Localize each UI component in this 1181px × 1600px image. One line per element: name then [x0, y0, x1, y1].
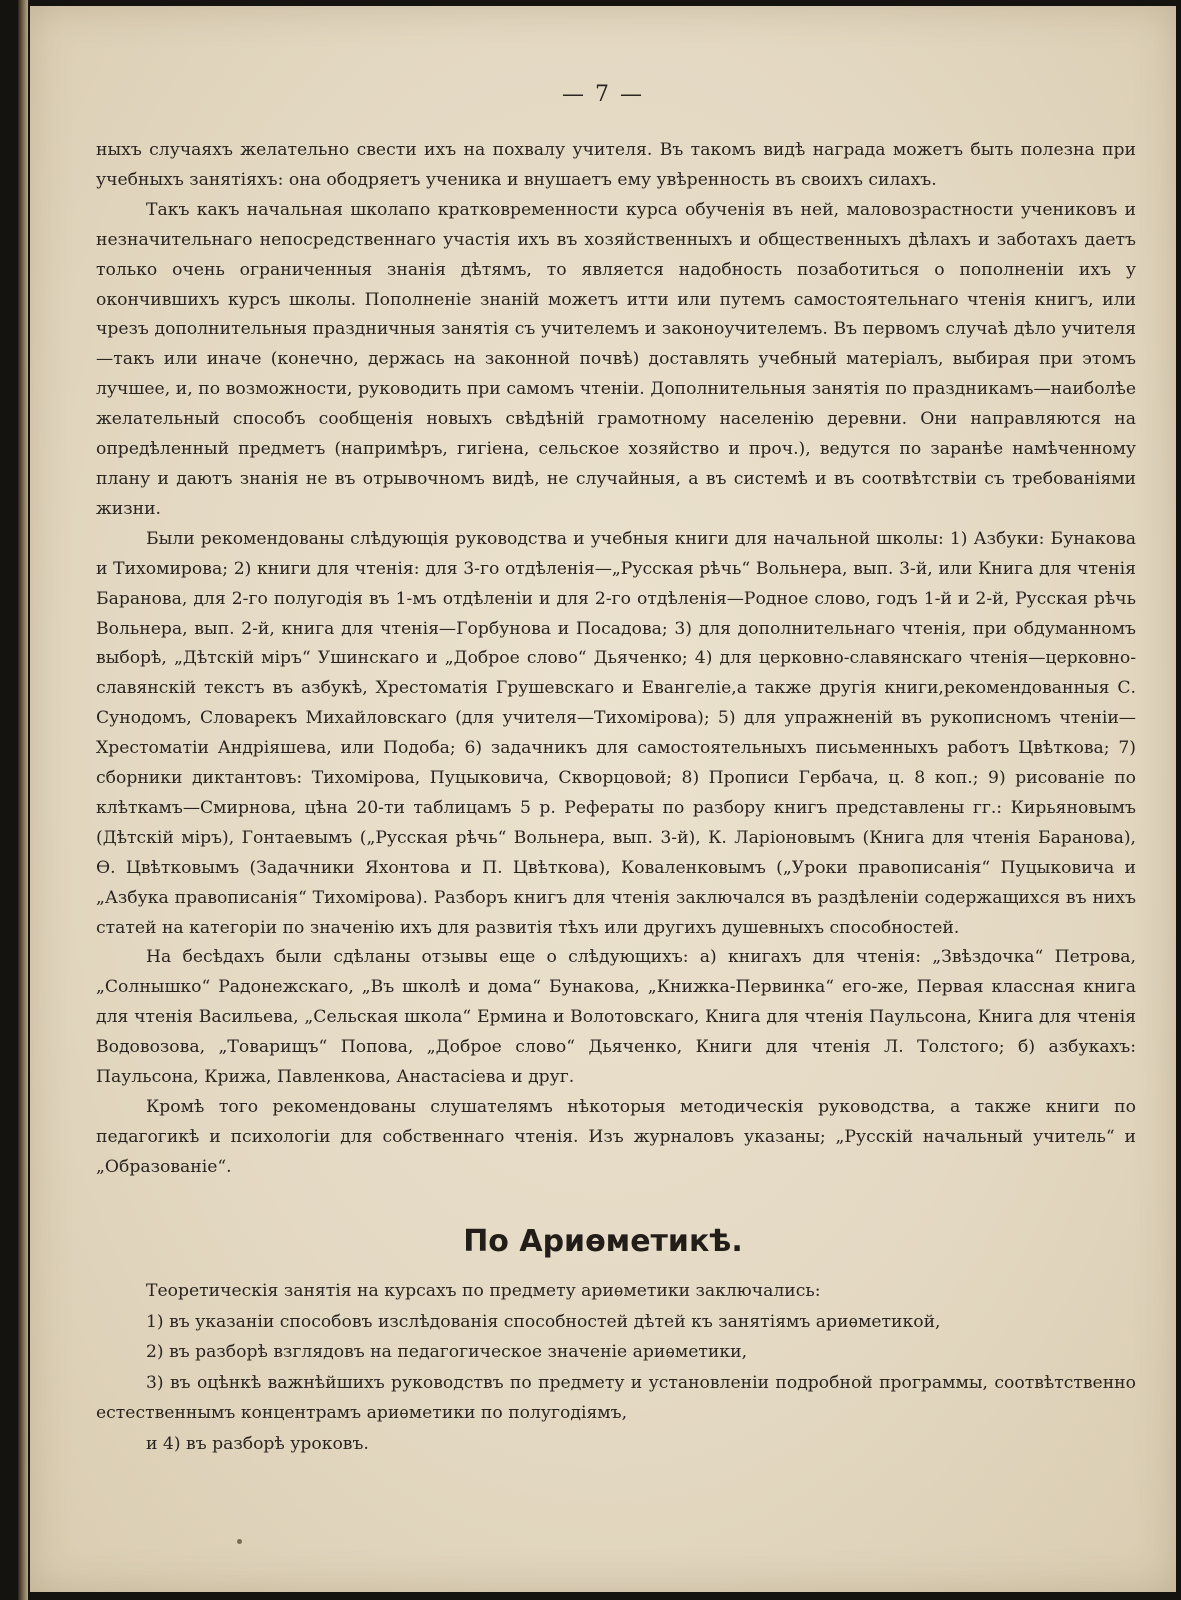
arithmetic-item-1: 1) въ указаніи способовъ изслѣдованія способностей дѣтей къ занятіямъ ариѳметикой, [146, 1311, 941, 1332]
paragraph-recommended-books: Были рекомендованы слѣдующія руководства и учебныя книги для начальной школы: 1) Азбуки: Бунакова и Тихомирова; 2) книги для чтенія: для 3-го отдѣленія—„Русская рѣчь“ Вольнера, вып. 3-й, или Книга для чтенія Баранова, для 2-го полугодія въ 1-мъ отдѣленіи и для 2-го отдѣленія—Родное слово, годъ 1-й и 2-й, Русская рѣчь Вольнера, вып. 2-й, книга для чтенія—Горбунова и Посадова; 3) для дополнительнаго чтенія, при обдуманномъ выборѣ, „Дѣтскій міръ“ Ушинскаго и „Доброе слово“ Дьяченко; 4) для церковно-славянскаго чтенія—церковно-славянскій текстъ въ азбукѣ, Хрестоматія Грушевскаго и Евангеліе,а также другія книги,рекомендованныя С. Сунодомъ, Словарекъ Михайловскаго (для учителя—Тихомірова); 5) для упражненій въ рукописномъ чтеніи—Хрестоматіи Андріяшева, или Подоба; 6) задачникъ для самостоятельныхъ письменныхъ работъ Цвѣткова; 7) сборники диктантовъ: Тихомірова, Пуцыковича, Скворцовой; 8) Прописи Гербача, ц. 8 коп.; 9) рисованіе по клѣткамъ—Смирнова, цѣна 20-ти таблицамъ 5 р. Рефераты по разбору книгъ представлены гг.: Кирьяновымъ (Дѣтскій міръ), Гонтаевымъ („Русская рѣчь“ Вольнера, вып. 3-й), К. Ларіоновымъ (Книга для чтенія Баранова), Ѳ. Цвѣтковымъ (Задачники Яхонтова и П. Цвѣткова), Коваленковымъ („Уроки правописанія“ Пуцыковича и „Азбука правописанія“ Тихомірова). Разборъ книгъ для чтенія заключался въ раздѣленіи содержащихся въ нихъ статей на категоріи по значенію ихъ для развитія тѣхъ или другихъ душевныхъ способностей. [96, 528, 1136, 938]
arithmetic-item-4: и 4) въ разборѣ уроковъ. [146, 1433, 369, 1454]
page-edge-shadow [18, 0, 28, 1600]
paragraph-continuation: ныхъ случаяхъ желательно свести ихъ на похвалу учителя. Въ такомъ видѣ награда можетъ быть полезна при учебныхъ занятіяхъ: она ободряетъ ученика и внушаетъ ему увѣренность въ своихъ силахъ. [96, 140, 1136, 190]
paragraph-methodical-guides: Кромѣ того рекомендованы слушателямъ нѣкоторыя методическія руководства, а также книги по педагогикѣ и психологіи для собственнаго чтенія. Изъ журналовъ указаны; „Русскій начальный учитель“ и „Образованіе“. [96, 1097, 1136, 1177]
arithmetic-section-text [96, 1276, 1136, 1459]
section-title-arithmetic: По Ариѳметикѣ. [463, 1224, 743, 1259]
body-text [96, 136, 1136, 1183]
book-page [30, 6, 1176, 1592]
arithmetic-intro: Теоретическія занятія на курсахъ по предмету ариѳметики заключались: [146, 1281, 821, 1301]
paragraph-primary-school: Такъ какъ начальная школапо кратковременности курса обученія въ ней, маловозрастности учениковъ и незначительнаго непосредственнаго участія ихъ въ хозяйственныхъ и общественныхъ дѣлахъ и заботахъ даетъ только очень ограниченныя знанія дѣтямъ, то является надобность позаботиться о пополненіи ихъ у окончившихъ курсъ школы. Пополненіе знаній можетъ итти или путемъ самостоятельнаго чтенія книгъ, или чрезъ дополнительныя праздничныя занятія съ учителемъ и законоучителемъ. Въ первомъ случаѣ дѣло учителя—такъ или иначе (конечно, держась на законной почвѣ) доставлять учебный матеріалъ, выбирая при этомъ лучшее, и, по возможности, руководить при самомъ чтеніи. Дополнительныя занятія по праздникамъ—наиболѣе желательный способъ сообщенія новыхъ свѣдѣній грамотному населенію деревни. Они направляются на опредѣленный предметъ (напримѣръ, гигіена, сельское хозяйство и проч.), ведутся по заранѣе намѣченному плану и даютъ знанія не въ отрывочномъ видѣ, не случайныя, а въ системѣ и въ соотвѣтствіи съ требованіями жизни. [96, 199, 1136, 519]
paragraph-conversations: На бесѣдахъ были сдѣланы отзывы еще о слѣдующихъ: а) книгахъ для чтенія: „Звѣздочка“ Петрова, „Солнышко“ Радонежскаго, „Въ школѣ и дома“ Бунакова, „Книжка-Первинка“ его-же, Первая классная книга для чтенія Васильева, „Сельская школа“ Ермина и Волотовскаго, Книга для чтенія Паульсона, Книга для чтенія Водовозова, „Товарищъ“ Попова, „Доброе слово“ Дьяченко, Книги для чтенія Л. Толстого; б) азбукахъ: Паульсона, Крижа, Павленкова, Анастасіева и друг. [96, 947, 1136, 1088]
page-number: — 7 — [562, 82, 644, 107]
ink-speck [237, 1539, 242, 1544]
arithmetic-item-2: 2) въ разборѣ взглядовъ на педагогическое значеніе ариѳметики, [146, 1342, 748, 1362]
arithmetic-item-3: 3) въ оцѣнкѣ важнѣйшихъ руководствъ по предмету и установленіи подробной программы, соотвѣтственно естественнымъ концентрамъ ариѳметики по полугодіямъ, [96, 1372, 1136, 1423]
